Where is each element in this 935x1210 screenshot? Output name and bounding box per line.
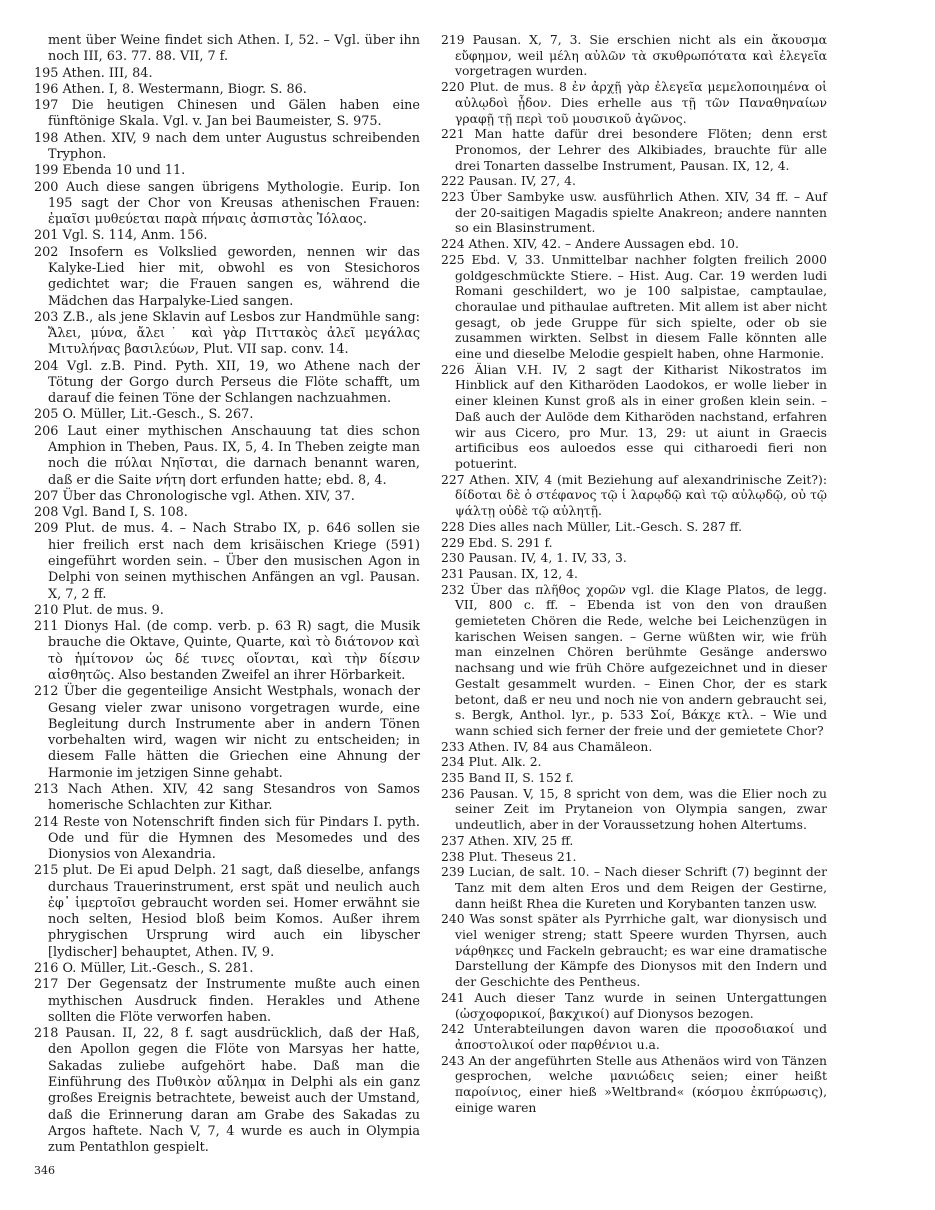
footnote-text: Plut. de mus. 4. – Nach Strabo IX, p. 646 sollen sie hier freilich erst nach dem krisäischen Kriege (591) eingeführt worden sein. – Über den musischen Agon in Delphi von seinen mythischen Anfängen an vgl. Pausan. X, 7, 2 ff. <box>48 521 420 602</box>
footnote-text: O. Müller, Lit.-Gesch., S. 267. <box>62 407 254 423</box>
footnote <box>441 865 827 912</box>
footnote-text: Athen. III, 84. <box>62 65 153 81</box>
footnote-text: Was sonst später als Pyrrhiche galt, war dionysisch und viel weniger streng; statt Speere wurden Thyrsen, auch νάρθηκες und Fackeln gebraucht; es war eine dramatische Darstellung der Kämpfe des Dionysos mit den Indern und der Geschichte des Pentheus. <box>455 912 827 990</box>
footnote-number: 214 <box>34 814 59 830</box>
footnote-text: Man hatte dafür drei besondere Flöten; denn erst Pronomos, der Lehrer des Alkibiades, brauchte für alle drei Tonarten dasselbe Instrument, Pausan. IX, 12, 4. <box>455 127 827 173</box>
footnote-text: Über das πλῆθος χορῶν vgl. die Klage Platos, de legg. VII, 800 c. ff. – Ebenda ist von den von draußen gemieteten Chören die Rede, welche bei Leichenzügen in karischen Weisen sangen. – Gerne wüßten wir, wie früh man einzelnen Chören berühmte Gesänge anderswo nachsang und wie früh Chöre aufgezeichnet und in dieser Gestalt gesammelt wurden. – Einen Chor, der es stark betont, daß er neu und noch nie von andern gebraucht sei, s. Bergk, Anthol. lyr., p. 533 Σοί, Βάκχε κτλ. – Wie und wann schied sich ferner der freie und der gemietete Chor? <box>455 582 827 738</box>
footnote <box>34 82 420 98</box>
footnote-text: Pausan. IX, 12, 4. <box>468 566 578 581</box>
footnote-text: Laut einer mythischen Anschauung tat dies schon Amphion in Theben, Paus. IX, 5, 4. In Theben zeigte man noch die πύλαι Νηῖσται, die darnach benannt waren, daß er die Saite νήτη dort erfunden hatte; ebd. 8, 4. <box>48 423 420 488</box>
footnote <box>441 551 827 567</box>
footnote-text: Ebd. S. 291 f. <box>468 535 553 550</box>
footnote-text: Dies alles nach Müller, Lit.-Gesch. S. 287 ff. <box>468 519 743 534</box>
footnote-number: 220 <box>441 80 465 95</box>
footnote-number: 225 <box>441 252 465 267</box>
footnote-number: 195 <box>34 65 59 81</box>
footnote-text: Plut. de mus. 8 ἐν ἀρχῇ γὰρ ἐλεγεῖα μεμελοποιημένα οἱ αὐλῳδοὶ ᾖδον. Dies erhelle aus τῇ τῶν Παναθηναίων γραφῇ τῇ περὶ τοῦ μουσικοῦ ἀγῶνος. <box>455 80 827 126</box>
footnote-number: 234 <box>441 755 465 770</box>
footnote <box>34 505 420 521</box>
footnote-number: 229 <box>441 535 465 550</box>
footnote <box>34 619 420 684</box>
footnote <box>34 782 420 815</box>
footnote-text: An der angeführten Stelle aus Athenäos wird von Tänzen gesprochen, welche μανιώδεις seien; einer heißt παροίνιος, einer hieß »Weltbrand« (κόσμου ἐκπύρωσις), einige waren <box>455 1053 827 1115</box>
footnote-number: 221 <box>441 127 465 142</box>
footnote <box>441 834 827 850</box>
footnote <box>441 850 827 866</box>
footnote <box>34 407 420 423</box>
footnote-text: plut. De Ei apud Delph. 21 sagt, daß dieselbe, anfangs durchaus Trauerinstrument, erst spät und neulich auch ἐφ᾽ ἱμερτοῖσι gebraucht worden sei. Homer erwähnt sie noch selten, Hesiod bloß beim Komos. Außer ihrem phrygischen Ursprung wird auch ein libyscher [lydischer] behauptet, Athen. IV, 9. <box>48 863 420 960</box>
footnote-text: Insofern es Volkslied geworden, nennen wir das Kalyke-Lied hier mit, obwohl es von Stesichoros gedichtet war; die Frauen sangen es, während die Mädchen das Harpalyke-Lied sangen. <box>48 244 420 309</box>
footnote-text: Pausan. IV, 27, 4. <box>468 174 576 189</box>
footnote <box>441 237 827 253</box>
footnote <box>441 912 827 991</box>
footnote <box>441 740 827 756</box>
footnote <box>441 33 827 80</box>
footnote-text: Ebenda 10 und 11. <box>62 163 186 179</box>
footnote <box>34 163 420 179</box>
footnote-text: Plut. Alk. 2. <box>468 755 542 770</box>
footnote <box>34 684 420 782</box>
footnote <box>34 961 420 977</box>
footnote <box>441 473 827 520</box>
footnote <box>34 228 420 244</box>
footnote-number: 208 <box>34 505 59 521</box>
footnote-number: 240 <box>441 912 465 927</box>
footnote-text: Z.B., als jene Sklavin auf Lesbos zur Handmühle sang: Ἄλει, μύνα, ἄλει˙ καὶ γὰρ Πιττακὸς ἀλεῖ μεγάλας Μιτυλήνας βασιλεύων, Plut. VII sap. conv. 14. <box>48 309 420 358</box>
footnote <box>441 771 827 787</box>
footnote-number: 200 <box>34 179 59 195</box>
footnote-number: 226 <box>441 362 465 377</box>
footnote-text: O. Müller, Lit.-Gesch., S. 281. <box>62 961 254 977</box>
footnote-number: 207 <box>34 488 59 504</box>
footnote-text: Ebd. V, 33. Unmittelbar nachher folgten freilich 2000 goldgeschmückte Stiere. – Hist. Aug. Car. 19 werden ludi Romani geschildert, wo je 100 salpistae, camptaulae, choraulae und pithaulae auftreten. Mit allem ist aber nicht gesagt, ob jede Gruppe für sich spielte, oder ob sie zusammen wirkten. Selbst in diesem Falle könnten alle eine und dieselbe Melodie gespielt haben, ohne Harmonie. <box>455 252 827 362</box>
footnote-text: Auch dieser Tanz wurde in seinen Untergattungen (ὠσχοφορικοί, βακχικοί) auf Dionysos bezogen. <box>455 990 827 1021</box>
footnote-text: Plut. de mus. 9. <box>62 602 164 618</box>
footnote <box>441 174 827 190</box>
footnote-number: 210 <box>34 602 59 618</box>
footnote <box>34 977 420 1026</box>
footnote <box>441 583 827 740</box>
footnote-number: 231 <box>441 566 465 581</box>
footnote <box>441 991 827 1022</box>
footnote-text: Athen. I, 8. Westermann, Biogr. S. 86. <box>62 81 307 97</box>
footnote <box>441 536 827 552</box>
footnote-number: 196 <box>34 81 59 97</box>
footnote-text: Über die gegenteilige Ansicht Westphals, wonach der Gesang vieler zwar unisono vorgetragen wurde, eine Begleitung durch Instrumente aber in andern Tönen vorbehalten wird, wagen wir nicht zu entscheiden; in diesem Falle hätten die Griechen eine Ahnung der Harmonie im jetzigen Sinne gehabt. <box>48 684 420 781</box>
footnote <box>34 603 420 619</box>
footnote-text: Über Sambyke usw. ausführlich Athen. XIV, 34 ff. – Auf der 20-saitigen Magadis spielte Anakreon; andere nannten so ein Blasinstrument. <box>455 190 827 236</box>
footnote-number: 204 <box>34 358 59 374</box>
footnote <box>441 190 827 237</box>
footnote <box>34 521 420 602</box>
footnote-number: 227 <box>441 472 465 487</box>
footnote-number: 233 <box>441 739 465 754</box>
footnote-number: 217 <box>34 977 59 993</box>
footnote-number: 216 <box>34 961 59 977</box>
footnote <box>441 127 827 174</box>
footnote-number: 230 <box>441 551 465 566</box>
footnote <box>34 359 420 408</box>
footnote <box>441 80 827 127</box>
footnote-text: Athen. XIV, 42. – Andere Aussagen ebd. 10. <box>468 237 739 252</box>
footnote-text: Pausan. X, 7, 3. Sie erschien nicht als ein ἄκουσμα εὔφημον, weil μέλη αὐλῶν τὰ σκυθρωπότατα καὶ ἐλεγεῖα vorgetragen wurden. <box>455 33 827 79</box>
footnote-text: Athen. XIV, 4 (mit Beziehung auf alexandrinische Zeit?): δίδοται δὲ ὁ στέφανος τῷ ἱ λαρῳδῷ καὶ τῷ αὐλῳδῷ, οὐ τῷ ψάλτῃ οὐδὲ τῷ αὐλητῇ. <box>455 472 827 519</box>
footnote-text: Athen. IV, 84 aus Chamäleon. <box>468 739 653 754</box>
footnote-number: 237 <box>441 833 465 848</box>
footnote <box>441 567 827 583</box>
footnote <box>34 310 420 359</box>
footnote-text: Älian V.H. IV, 2 sagt der Kitharist Nikostratos im Hinblick auf den Kitharöden Laodokos, er wolle lieber in einer kleinen Kunst groß als in einer großen klein sein. – Daß auch der Aulöde dem Kitharöden nachstand, erfahren wir aus Cicero, pro Mur. 13, 29: ut aiunt in Graecis artificibus eos auloedos esse qui citharoedi fieri non potuerint. <box>455 362 827 471</box>
footnote <box>441 253 827 363</box>
footnote-number: 222 <box>441 174 465 189</box>
footnote-text: Die heutigen Chinesen und Gälen haben eine fünftönige Skala. Vgl. v. Jan bei Baumeister, S. 975. <box>48 98 421 130</box>
footnote <box>34 489 420 505</box>
footnote-number: 243 <box>441 1053 465 1068</box>
footnote-text: Der Gegensatz der Instrumente mußte auch einen mythischen Ausdruck finden. Herakles und Athene sollten die Flöte verworfen haben. <box>48 977 420 1025</box>
footnote-number: 219 <box>441 33 465 47</box>
footnote-number: 212 <box>34 684 59 700</box>
footnote <box>441 755 827 771</box>
footnote-text: Pausan. II, 22, 8 f. sagt ausdrücklich, daß der Haß, den Apollon gegen die Flöte von Marsyas her hatte, Sakadas zuliebe aufgehört habe. Daß man die Einführung des Πυθικὸν αὔλημα in Delphi als ein ganz großes Ereignis betrachtete, beweist auch der Umstand, daß die Erinnerung daran am Grabe des Sakadas zu Argos haftete. Nach V, 7, 4 wurde es auch in Olympia zum Pentathlon gespielt. <box>48 1026 420 1156</box>
footnote-number: 209 <box>34 521 59 537</box>
footnote-text: Vgl. S. 114, Anm. 156. <box>62 228 208 244</box>
footnote-number: 215 <box>34 863 59 879</box>
footnote-number: 198 <box>34 130 59 146</box>
footnote <box>441 520 827 536</box>
footnote-text: Pausan. V, 15, 8 spricht von dem, was die Elier noch zu seiner Zeit im Prytaneion von Olympia sangen, zwar undeutlich, aber in der Voraussetzung hohen Altertums. <box>455 786 827 833</box>
footnote-text: Band II, S. 152 f. <box>468 771 574 786</box>
footnote-text: Auch diese sangen übrigens Mythologie. Eurip. Ion 195 sagt der Chor von Kreusas athenischen Frauen: ἐμαῖσι μυθεύεται παρὰ πήναις ἀσπιστὰς Ἰόλαος. <box>48 179 420 228</box>
footnote-number: 218 <box>34 1026 59 1042</box>
footnote-text: Nach Athen. XIV, 42 sang Stesandros von Samos homerische Schlachten zur Kithar. <box>48 781 420 814</box>
footnote-number: 201 <box>34 228 59 244</box>
footnote-text: Lucian, de salt. 10. – Nach dieser Schrift (7) beginnt der Tanz mit dem alten Eros und dem Reigen der Gestirne, dann heißt Rhea die Kureten und Korybanten tanzen usw. <box>455 865 827 911</box>
footnote-number: 228 <box>441 519 465 534</box>
footnote <box>441 1054 827 1117</box>
footnote-number: 206 <box>34 423 59 439</box>
footnote-text: Dionys Hal. (de comp. verb. p. 63 R) sagt, die Musik brauche die Oktave, Quinte, Quarte, καὶ τὸ διάτονον καὶ τὸ ἡμίτονον ὡς δέ τινες οἴονται, καὶ τὴν δίεσιν αἰσθητῶς. Also bestanden Zweifel an ihrer Hörbarkeit. <box>48 619 421 683</box>
footnote-text: Über das Chronologische vgl. Athen. XIV, 37. <box>62 488 355 504</box>
footnote-number: 205 <box>34 407 59 423</box>
footnote-number: 199 <box>34 163 59 179</box>
footnote-number: 197 <box>34 98 59 114</box>
footnote-text: Plut. Theseus 21. <box>468 849 577 864</box>
footnote <box>441 363 827 473</box>
footnote-number: 224 <box>441 237 465 252</box>
page-number: 346 <box>34 1164 55 1177</box>
footnote-text: Reste von Notenschrift finden sich für Pindars I. pyth. Ode und für die Hymnen des Mesomedes und des Dionysios von Alexandria. <box>48 814 420 863</box>
footnote-number: 202 <box>34 244 59 260</box>
footnote-number: 211 <box>34 619 59 635</box>
footnote-number: 203 <box>34 309 59 325</box>
footnote <box>441 1022 827 1053</box>
footnote <box>34 815 420 864</box>
footnote-text: ment über Weine findet sich Athen. I, 52. – Vgl. über ihn noch III, 63. 77. 88. VII, 7 f. <box>48 33 420 65</box>
footnote-number: 236 <box>441 786 465 801</box>
right-column <box>441 33 827 1117</box>
footnote-text: Athen. XIV, 25 ff. <box>468 833 574 848</box>
footnote <box>34 245 420 310</box>
footnote-number: 213 <box>34 781 59 797</box>
footnote-number: 242 <box>441 1022 465 1037</box>
footnote <box>34 131 420 164</box>
footnote <box>34 66 420 82</box>
left-column <box>34 33 420 1156</box>
footnote <box>34 1026 420 1156</box>
footnote-text: Unterabteilungen davon waren die προσοδιακοί und ἀποστολικοί oder παρθένιοι u.a. <box>455 1022 827 1052</box>
footnote <box>34 33 420 66</box>
footnote <box>34 180 420 229</box>
footnote-number: 241 <box>441 990 465 1005</box>
footnote-text: Vgl. z.B. Pind. Pyth. XII, 19, wo Athene nach der Tötung der Gorgo durch Perseus die Flöte schafft, um darauf die feinen Töne der Schlangen nachzuahmen. <box>48 358 420 407</box>
footnote <box>441 787 827 834</box>
footnote-number: 223 <box>441 190 465 205</box>
footnote <box>34 863 420 961</box>
footnote-number: 235 <box>441 771 465 786</box>
footnote-number: 239 <box>441 865 465 880</box>
footnote-text: Pausan. IV, 4, 1. IV, 33, 3. <box>468 551 627 566</box>
footnote-number: 232 <box>441 582 465 597</box>
footnote-number: 238 <box>441 849 465 864</box>
footnote-text: Vgl. Band I, S. 108. <box>62 505 188 521</box>
footnote-text: Athen. XIV, 9 nach dem unter Augustus schreibenden Tryphon. <box>48 130 420 162</box>
footnote <box>34 424 420 489</box>
footnote <box>34 98 420 131</box>
